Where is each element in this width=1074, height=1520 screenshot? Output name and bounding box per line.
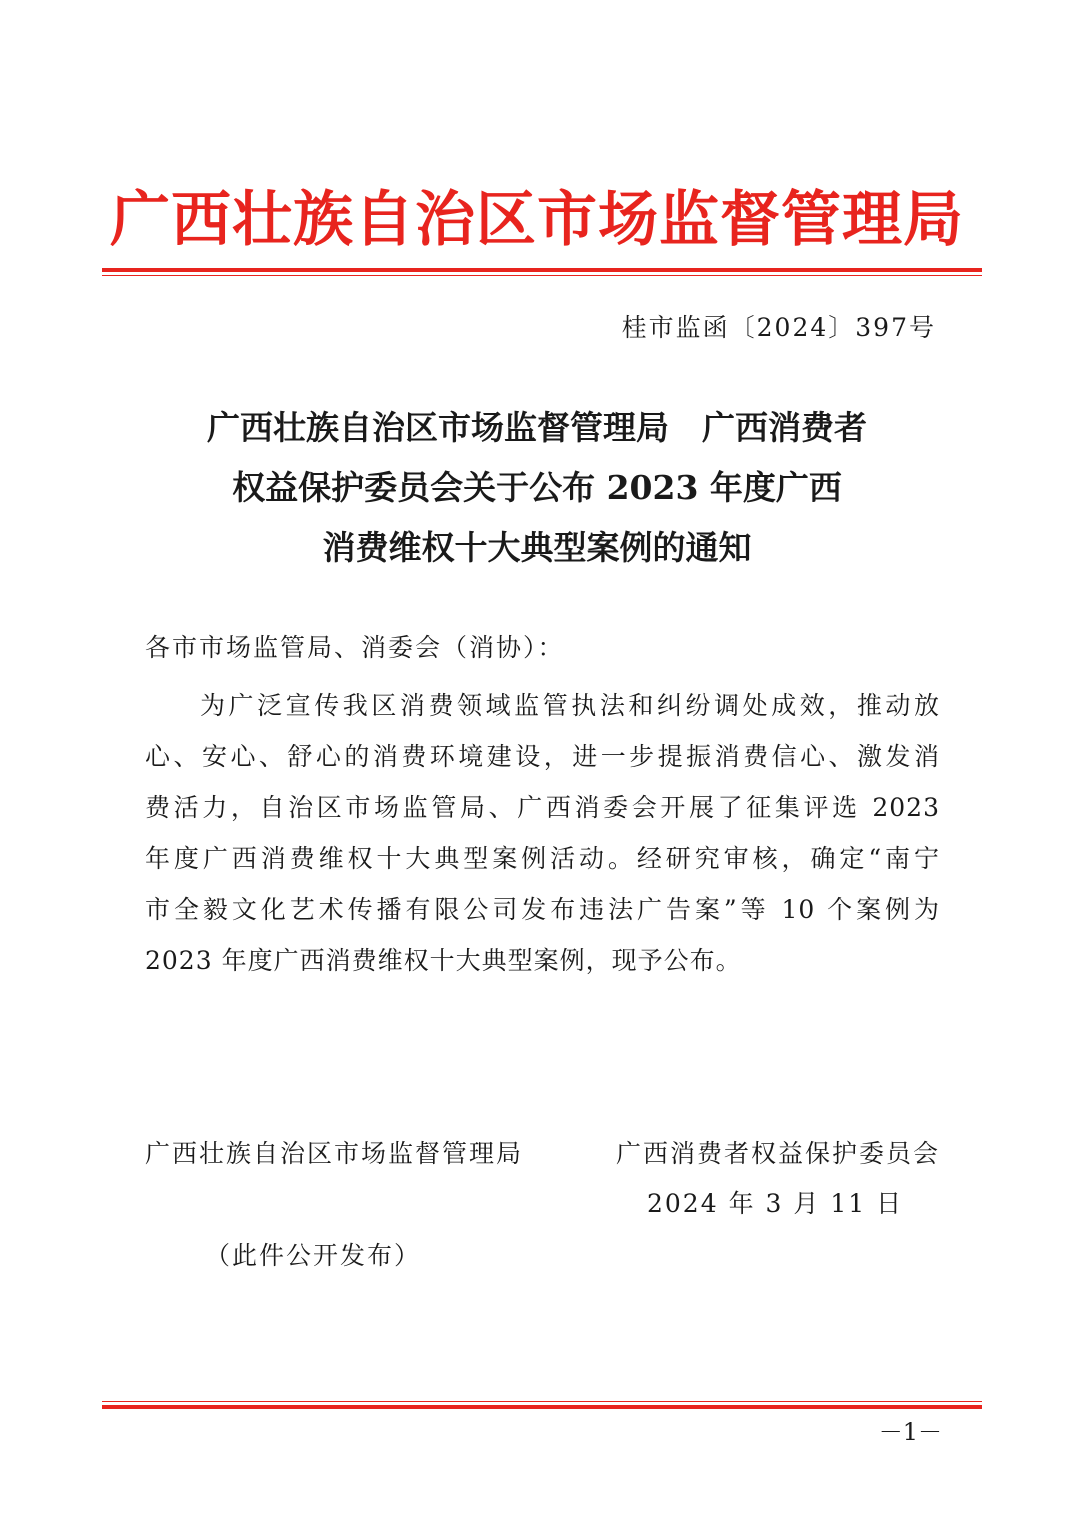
issuer-consumer-council: 广西消费者权益保护委员会: [615, 1139, 940, 1168]
footer-divider-thick: [102, 1405, 982, 1409]
notice-title: [100, 398, 974, 578]
title-line: 消费维权十大典型案例的通知: [322, 528, 752, 567]
title-line: 广西壮族自治区市场监督管理局 广西消费者: [207, 408, 867, 447]
body-line: 2023 年度广西消费维权十大典型案例，现予公布。: [145, 946, 742, 975]
body-line: 市全毅文化艺术传播有限公司发布违法广告案”等 10 个案例为: [145, 895, 940, 924]
issue-date: 2024 年 3 月 11 日: [647, 1189, 904, 1218]
publication-note: （此件公开发布）: [205, 1241, 422, 1270]
body-line: 年度广西消费维权十大典型案例活动。经研究审核，确定“南宁: [145, 844, 940, 873]
page-number: －1－: [878, 1418, 942, 1446]
document-number: 桂市监函〔2024〕397号: [621, 313, 936, 342]
body-line: 心、安心、舒心的消费环境建设，进一步提振消费信心、激发消: [145, 742, 940, 771]
masthead-title: 广西壮族自治区市场监督管理局: [110, 185, 964, 255]
body-line: 费活力，自治区市场监管局、广西消委会开展了征集评选 2023: [145, 793, 940, 822]
footer-divider-thin: [102, 1401, 982, 1402]
salutation: 各市市场监管局、消委会（消协）：: [145, 633, 565, 662]
masthead-divider-thick: [102, 268, 982, 272]
title-line: 权益保护委员会关于公布 2023 年度广西: [232, 468, 842, 507]
body-line: 为广泛宣传我区消费领域监管执法和纠纷调处成效，推动放: [200, 691, 940, 720]
body-paragraph: [145, 680, 940, 986]
issuer-market-regulation: 广西壮族自治区市场监督管理局: [145, 1139, 524, 1168]
masthead-divider-thin: [102, 275, 982, 276]
